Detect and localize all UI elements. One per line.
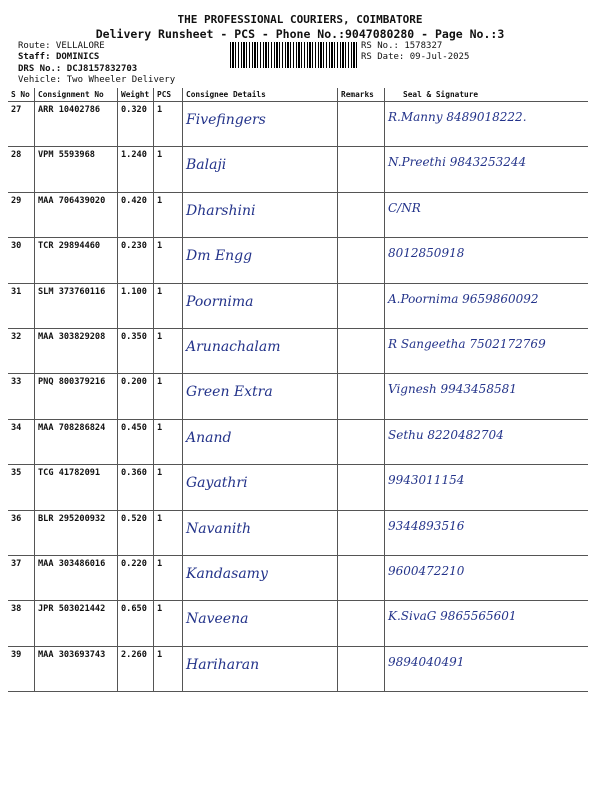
row-consignment: TCR 29894460: [35, 238, 118, 283]
row-signature: Sethu 8220482704: [385, 419, 589, 464]
table-row: [8, 374, 588, 419]
table-row: [8, 147, 588, 192]
row-consignee: Anand: [183, 419, 338, 464]
row-consignment: MAA 303486016: [35, 555, 118, 600]
row-consignment: SLM 373760116: [35, 283, 118, 328]
row-remarks: [338, 374, 385, 419]
row-consignee: Fivefingers: [183, 102, 338, 147]
row-consignment: MAA 303829208: [35, 328, 118, 373]
row-pcs: 1: [154, 646, 183, 691]
row-sno: 38: [8, 601, 35, 646]
row-signature: K.SivaG 9865565601: [385, 601, 589, 646]
table-header-row: [8, 88, 588, 102]
row-signature: N.Preethi 9843253244: [385, 147, 589, 192]
row-signature: 9943011154: [385, 465, 589, 510]
col-weight: Weight: [118, 88, 154, 102]
row-remarks: [338, 238, 385, 283]
row-remarks: [338, 102, 385, 147]
row-signature: R.Manny 8489018222.: [385, 102, 589, 147]
route-label: Route: VELLALORE: [18, 41, 105, 51]
staff-line: [18, 52, 99, 62]
row-sno: 32: [8, 328, 35, 373]
row-consignment: BLR 295200932: [35, 510, 118, 555]
col-remarks: Remarks: [338, 88, 385, 102]
row-pcs: 1: [154, 328, 183, 373]
runsheet-table: [8, 88, 588, 692]
row-signature: 8012850918: [385, 238, 589, 283]
row-sno: 33: [8, 374, 35, 419]
row-weight: 0.200: [118, 374, 154, 419]
row-sno: 34: [8, 419, 35, 464]
row-weight: 1.240: [118, 147, 154, 192]
row-remarks: [338, 555, 385, 600]
runsheet-subtitle: Delivery Runsheet - PCS - Phone No.:9047080280 - Page No.:3: [95, 27, 505, 41]
row-sno: 27: [8, 102, 35, 147]
row-consignment: MAA 303693743: [35, 646, 118, 691]
row-weight: 0.420: [118, 192, 154, 237]
row-pcs: 1: [154, 102, 183, 147]
row-consignee: Navanith: [183, 510, 338, 555]
row-weight: 1.100: [118, 283, 154, 328]
table-row: [8, 328, 588, 373]
row-pcs: 1: [154, 510, 183, 555]
row-sno: 37: [8, 555, 35, 600]
row-consignment: ARR 10402786: [35, 102, 118, 147]
row-pcs: 1: [154, 238, 183, 283]
row-signature: C/NR: [385, 192, 589, 237]
row-consignee: Green Extra: [183, 374, 338, 419]
row-weight: 0.360: [118, 465, 154, 510]
row-consignee: Arunachalam: [183, 328, 338, 373]
row-consignment: VPM 5593968: [35, 147, 118, 192]
row-consignee: Dharshini: [183, 192, 338, 237]
vehicle-label: Vehicle: Two Wheeler Delivery: [18, 75, 176, 85]
col-pcs: PCS: [154, 88, 183, 102]
row-pcs: 1: [154, 374, 183, 419]
staff-name: DOMINICS: [55, 52, 100, 62]
row-sno: 30: [8, 238, 35, 283]
row-pcs: 1: [154, 192, 183, 237]
table-row: [8, 283, 588, 328]
row-weight: 0.220: [118, 555, 154, 600]
col-sno: S No: [8, 88, 35, 102]
table-row: [8, 465, 588, 510]
row-weight: 0.650: [118, 601, 154, 646]
company-title: THE PROFESSIONAL COURIERS, COIMBATORE: [177, 13, 423, 26]
table-row: [8, 646, 588, 691]
row-sno: 35: [8, 465, 35, 510]
table-row: [8, 238, 588, 283]
row-sno: 36: [8, 510, 35, 555]
row-weight: 0.350: [118, 328, 154, 373]
table-row: [8, 102, 588, 147]
drs-line: [18, 64, 137, 74]
row-consignee: Gayathri: [183, 465, 338, 510]
row-pcs: 1: [154, 419, 183, 464]
row-weight: 0.520: [118, 510, 154, 555]
row-weight: 2.260: [118, 646, 154, 691]
row-remarks: [338, 510, 385, 555]
drs-label: DRS No.:: [18, 64, 62, 74]
table-row: [8, 555, 588, 600]
row-consignee: Dm Engg: [183, 238, 338, 283]
row-pcs: 1: [154, 555, 183, 600]
row-sno: 28: [8, 147, 35, 192]
row-remarks: [338, 419, 385, 464]
row-remarks: [338, 283, 385, 328]
drs-number: DCJ8157832703: [66, 64, 138, 74]
row-consignee: Kandasamy: [183, 555, 338, 600]
row-weight: 0.450: [118, 419, 154, 464]
row-consignment: MAA 706439020: [35, 192, 118, 237]
table-row: [8, 601, 588, 646]
row-remarks: [338, 147, 385, 192]
col-seal: Seal & Signature: [385, 88, 589, 102]
row-consignment: TCG 41782091: [35, 465, 118, 510]
row-weight: 0.320: [118, 102, 154, 147]
row-remarks: [338, 601, 385, 646]
table-row: [8, 510, 588, 555]
row-consignee: Poornima: [183, 283, 338, 328]
row-consignee: Balaji: [183, 147, 338, 192]
row-consignment: MAA 708286824: [35, 419, 118, 464]
barcode-icon: [230, 42, 358, 68]
col-consignee: Consignee Details: [183, 88, 338, 102]
staff-label: Staff:: [18, 52, 51, 62]
table-row: [8, 192, 588, 237]
row-sno: 39: [8, 646, 35, 691]
row-signature: Vignesh 9943458581: [385, 374, 589, 419]
row-signature: 9344893516: [385, 510, 589, 555]
row-signature: 9600472210: [385, 555, 589, 600]
row-consignment: JPR 503021442: [35, 601, 118, 646]
row-weight: 0.230: [118, 238, 154, 283]
row-pcs: 1: [154, 147, 183, 192]
table-row: [8, 419, 588, 464]
row-consignment: PNQ 800379216: [35, 374, 118, 419]
row-consignee: Hariharan: [183, 646, 338, 691]
row-pcs: 1: [154, 465, 183, 510]
row-remarks: [338, 465, 385, 510]
row-sno: 29: [8, 192, 35, 237]
row-consignee: Naveena: [183, 601, 338, 646]
row-remarks: [338, 646, 385, 691]
row-sno: 31: [8, 283, 35, 328]
row-remarks: [338, 192, 385, 237]
col-consignment: Consignment No: [35, 88, 118, 102]
rs-date: RS Date: 09-Jul-2025: [361, 52, 470, 62]
row-signature: R Sangeetha 7502172769: [385, 328, 589, 373]
rs-number: RS No.: 1578327: [361, 41, 443, 51]
row-signature: A.Poornima 9659860092: [385, 283, 589, 328]
row-pcs: 1: [154, 283, 183, 328]
row-signature: 9894040491: [385, 646, 589, 691]
row-remarks: [338, 328, 385, 373]
row-pcs: 1: [154, 601, 183, 646]
